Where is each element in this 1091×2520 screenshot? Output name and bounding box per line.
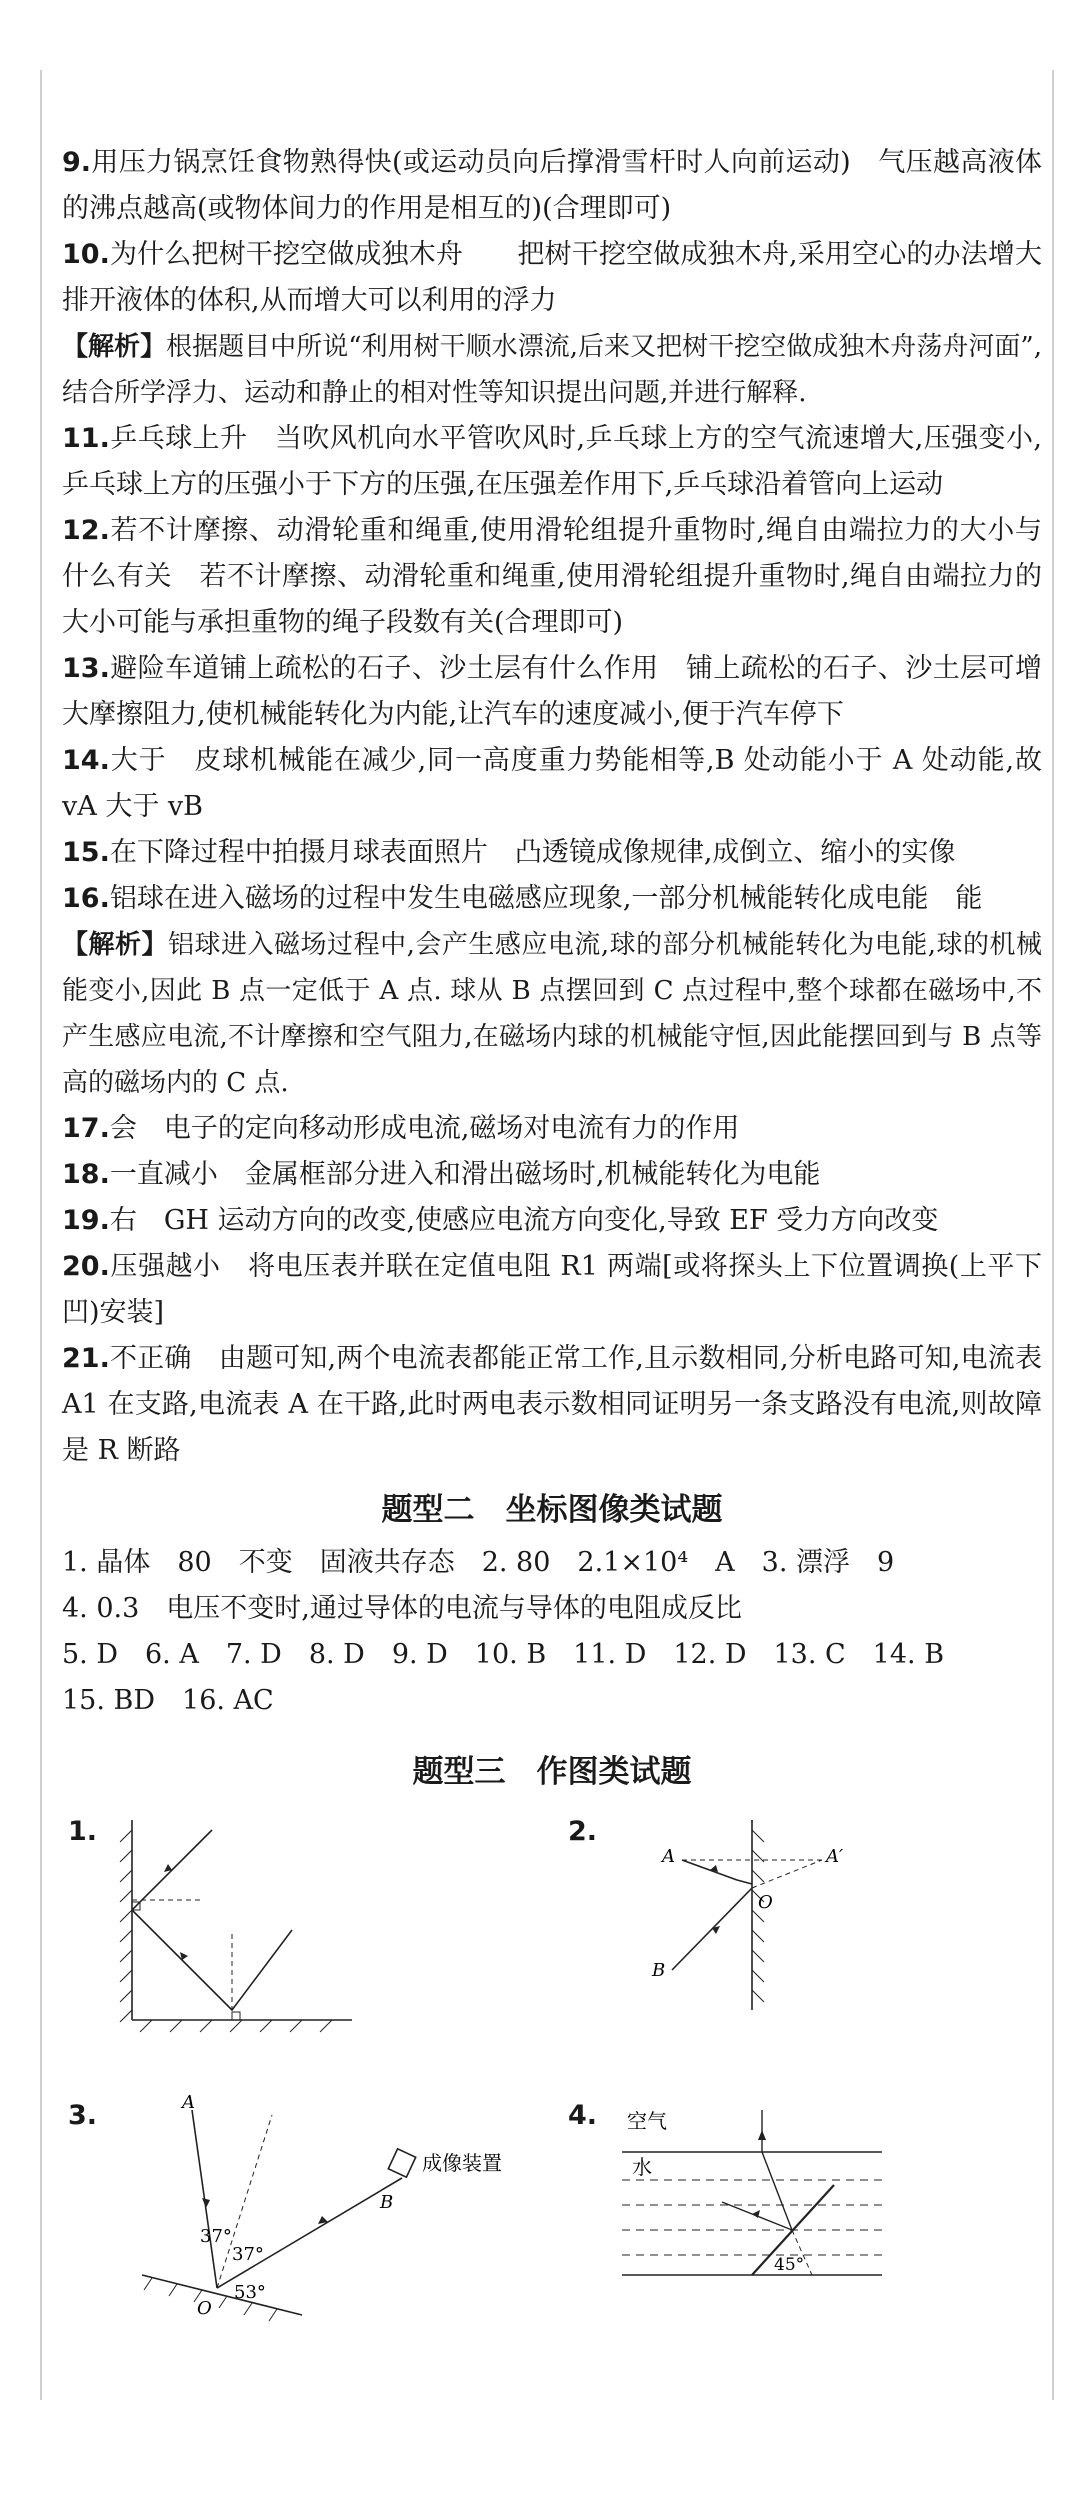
answer-item-13: 13.避险车道铺上疏松的石子、沙土层有什么作用 铺上疏松的石子、沙土层可增大摩擦阻力,使机械能转化为内能,让汽车的速度减小,便于汽车停下 — [62, 653, 1042, 730]
figure-3-angle-diagram — [102, 2090, 522, 2330]
answer-item-17: 17.会 电子的定向移动形成电流,磁场对电流有力的作用 — [62, 1113, 740, 1144]
figures-area — [62, 1810, 1042, 2330]
figure-1-label: 1. — [68, 1816, 98, 1847]
angle-45: 45° — [774, 2255, 805, 2275]
left-margin-line — [40, 70, 42, 2400]
answer-list — [62, 140, 1042, 1802]
angle-37-left: 37° — [200, 2226, 232, 2247]
figure-4-refraction-diagram — [602, 2090, 902, 2330]
figure-3-label: 3. — [68, 2100, 98, 2131]
angle-37-right: 37° — [232, 2244, 264, 2265]
answer-item-19: 19.右 GH 运动方向的改变,使感应电流方向变化,导致 EF 受力方向改变 — [62, 1205, 939, 1236]
answer-item-20: 20.压强越小 将电压表并联在定值电阻 R1 两端[或将探头上下位置调换(上平下凹)安装] — [62, 1251, 1042, 1328]
imaging-device-label: 成像装置 — [422, 2151, 502, 2175]
section-title-3: 题型三 作图类试题 — [412, 1754, 692, 1790]
answer-item-11: 11.乒乓球上升 当吹风机向水平管吹风时,乒乓球上方的空气流速增大,压强变小,乒乓球上方的压强小于下方的压强,在压强差作用下,乒乓球沿着管向上运动 — [62, 423, 1042, 500]
point-B-label: B — [652, 1960, 666, 1981]
point-A-label: A — [182, 2092, 195, 2113]
right-margin-line — [1052, 70, 1054, 2400]
point-A-prime-label: A′ — [826, 1846, 844, 1867]
point-A-label: A — [662, 1846, 675, 1867]
point-B-label: B — [380, 2192, 394, 2213]
section-title-2: 题型二 坐标图像类试题 — [381, 1492, 723, 1528]
answer-item-16: 16.铝球在进入磁场的过程中发生电磁感应现象,一部分机械能转化成电能 能 — [62, 883, 983, 914]
figure-4-label: 4. — [568, 2100, 598, 2131]
section2-line-1: 1. 晶体 80 不变 固液共存态 2. 80 2.1×10⁴ A 3. 漂浮 9 — [62, 1547, 895, 1578]
answer-item-21: 21.不正确 由题可知,两个电流表都能正常工作,且示数相同,分析电路可知,电流表 A1 在支路,电流表 A 在干路,此时两电表示数相同证明另一条支路没有电流,则故障是 R 断路 — [62, 1343, 1042, 1466]
answer-item-14: 14.大于 皮球机械能在减少,同一高度重力势能相等,B 处动能小于 A 处动能,故 vA 大于 vB — [62, 745, 1042, 822]
point-O-label: O — [758, 1892, 773, 1913]
section2-line-2: 4. 0.3 电压不变时,通过导体的电流与导体的电阻成反比 — [62, 1593, 742, 1624]
water-label: 水 — [632, 2155, 652, 2179]
point-O-label: O — [197, 2298, 212, 2319]
explanation-16: 【解析】铝球进入磁场过程中,会产生感应电流,球的部分机械能转化为电能,球的机械能变小,因此 B 点一定低于 A 点. 球从 B 点摆回到 C 点过程中,整个球都在磁场中,不产生感应电流,不计摩擦和空气阻力,在磁场内球的机械能守恒,因此能摆回到与 B 点等高的磁场内的 C 点. — [62, 930, 1042, 1098]
explanation-10: 【解析】根据题目中所说“利用树干顺水漂流,后来又把树干挖空做成独木舟荡舟河面”,结合所学浮力、运动和静止的相对性等知识提出问题,并进行解释. — [62, 332, 1042, 408]
figure-2-mirror-diagram — [622, 1810, 882, 2050]
air-label: 空气 — [627, 2109, 667, 2133]
section2-line-3: 5. D 6. A 7. D 8. D 9. D 10. B 11. D 12. D 13. C 14. B — [62, 1639, 945, 1670]
section2-line-4: 15. BD 16. AC — [62, 1685, 274, 1716]
answer-item-12: 12.若不计摩擦、动滑轮重和绳重,使用滑轮组提升重物时,绳自由端拉力的大小与什么有关 若不计摩擦、动滑轮重和绳重,使用滑轮组提升重物时,绳自由端拉力的大小可能与承担重物的绳子段数有关(合理即可) — [62, 515, 1042, 638]
angle-53: 53° — [234, 2282, 266, 2303]
answer-item-15: 15.在下降过程中拍摄月球表面照片 凸透镜成像规律,成倒立、缩小的实像 — [62, 837, 956, 868]
figure-1-reflection-diagram — [102, 1810, 382, 2050]
figure-2-label: 2. — [568, 1816, 598, 1847]
answer-item-18: 18.一直减小 金属框部分进入和滑出磁场时,机械能转化为电能 — [62, 1159, 821, 1190]
answer-item-10: 10.为什么把树干挖空做成独木舟 把树干挖空做成独木舟,采用空心的办法增大排开液体的体积,从而增大可以利用的浮力 — [62, 239, 1042, 316]
answer-item-9: 9.用压力锅烹饪食物熟得快(或运动员向后撑滑雪杆时人向前运动) 气压越高液体的沸点越高(或物体间力的作用是相互的)(合理即可) — [62, 147, 1042, 224]
